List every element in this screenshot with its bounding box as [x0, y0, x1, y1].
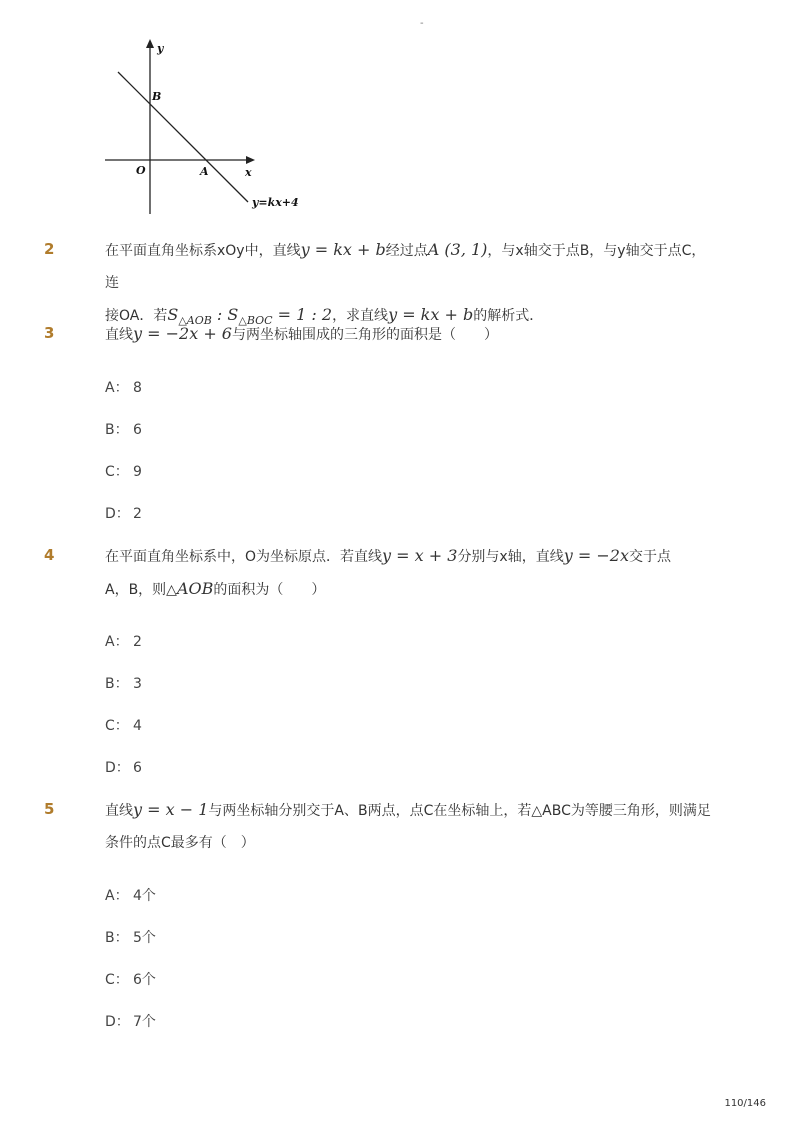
text: 的解析式． — [473, 308, 544, 324]
math-expression: y = kx + b — [300, 240, 386, 259]
text: A，B，则△ — [105, 582, 177, 598]
option-label: B： — [105, 930, 129, 946]
option-d[interactable] — [105, 1011, 156, 1031]
y-axis-label: y — [157, 42, 164, 55]
text: 条件的点C最多有（ ） — [105, 835, 255, 851]
option-c[interactable] — [105, 715, 142, 735]
option-label: A： — [105, 888, 129, 904]
question-number: 2 — [44, 240, 55, 258]
option-label: D： — [105, 506, 130, 522]
option-value: 3 — [133, 676, 142, 692]
option-label: C： — [105, 464, 129, 480]
question-number: 4 — [44, 546, 55, 564]
option-value: 8 — [133, 380, 142, 396]
text: 与两坐标轴围成的三角形的面积是（ ） — [231, 327, 498, 343]
coordinate-figure — [100, 36, 310, 221]
option-value: 6 — [133, 760, 142, 776]
option-label: D： — [105, 760, 130, 776]
option-d[interactable] — [105, 757, 142, 777]
question-number: 3 — [44, 324, 55, 342]
option-value: 6个 — [133, 972, 156, 988]
point-a-label: A — [200, 165, 209, 178]
option-value: 5个 — [133, 930, 156, 946]
option-b[interactable] — [105, 673, 142, 693]
page-number: 110/146 — [724, 1098, 766, 1109]
option-d[interactable] — [105, 503, 142, 523]
option-value: 7个 — [133, 1014, 156, 1030]
header-mark: - — [420, 18, 424, 29]
y-axis-arrow — [146, 39, 154, 48]
option-label: C： — [105, 718, 129, 734]
line-equation-label: y=kx+4 — [252, 196, 299, 209]
option-value: 9 — [133, 464, 142, 480]
text: 直线 — [105, 327, 133, 343]
math-expression: AOB — [176, 579, 214, 598]
origin-label: O — [136, 164, 146, 177]
line-y-kx-4 — [118, 72, 248, 202]
text: 分别与x轴，直线 — [457, 549, 564, 565]
text: 直线 — [105, 803, 133, 819]
math-expression: y = −2x + 6 — [133, 324, 232, 343]
option-label: B： — [105, 422, 129, 438]
option-c[interactable] — [105, 461, 142, 481]
option-b[interactable] — [105, 419, 142, 439]
question-text — [105, 540, 715, 606]
math-expression: y = x − 1 — [133, 800, 209, 819]
text: 与两坐标轴分别交于A、B两点，点C在坐标轴上，若△ABC为等腰三角形，则满足 — [208, 803, 711, 819]
math-expression: A (3, 1) — [427, 240, 488, 259]
option-label: D： — [105, 1014, 130, 1030]
math-expression: y = x + 3 — [382, 546, 458, 565]
option-a[interactable] — [105, 885, 156, 905]
option-label: B： — [105, 676, 129, 692]
question-number: 5 — [44, 800, 55, 818]
text: 在平面直角坐标系xOy中，直线 — [105, 243, 301, 259]
text: 接OA．若 — [105, 308, 168, 324]
option-a[interactable] — [105, 377, 142, 397]
option-label: A： — [105, 380, 129, 396]
option-c[interactable] — [105, 969, 156, 989]
option-label: A： — [105, 634, 129, 650]
x-axis-label: x — [245, 166, 252, 179]
text: ，求直线 — [332, 308, 389, 324]
option-value: 4个 — [133, 888, 156, 904]
math-expression: y = −2x — [563, 546, 629, 565]
x-axis-arrow — [246, 156, 255, 164]
option-value: 4 — [133, 718, 142, 734]
math-expression: y = kx + b — [388, 305, 474, 324]
text: 的面积为（ ） — [213, 582, 326, 598]
math-expression: $S_{\triangle AOB}$ : $S_{\triangle BOC} = 1$ : 2 — [167, 305, 333, 327]
point-b-label: B — [152, 90, 162, 103]
option-value: 2 — [133, 506, 142, 522]
option-label: C： — [105, 972, 129, 988]
question-text — [105, 794, 715, 859]
question-text — [105, 318, 715, 351]
text: 交于点 — [628, 549, 671, 565]
option-value: 2 — [133, 634, 142, 650]
option-value: 6 — [133, 422, 142, 438]
option-a[interactable] — [105, 631, 142, 651]
option-b[interactable] — [105, 927, 156, 947]
text: ，与x轴交于点B，与y轴交于点C，连 — [105, 243, 706, 291]
text: 经过点 — [385, 243, 428, 259]
text: 在平面直角坐标系中，O为坐标原点．若直线 — [105, 549, 383, 565]
